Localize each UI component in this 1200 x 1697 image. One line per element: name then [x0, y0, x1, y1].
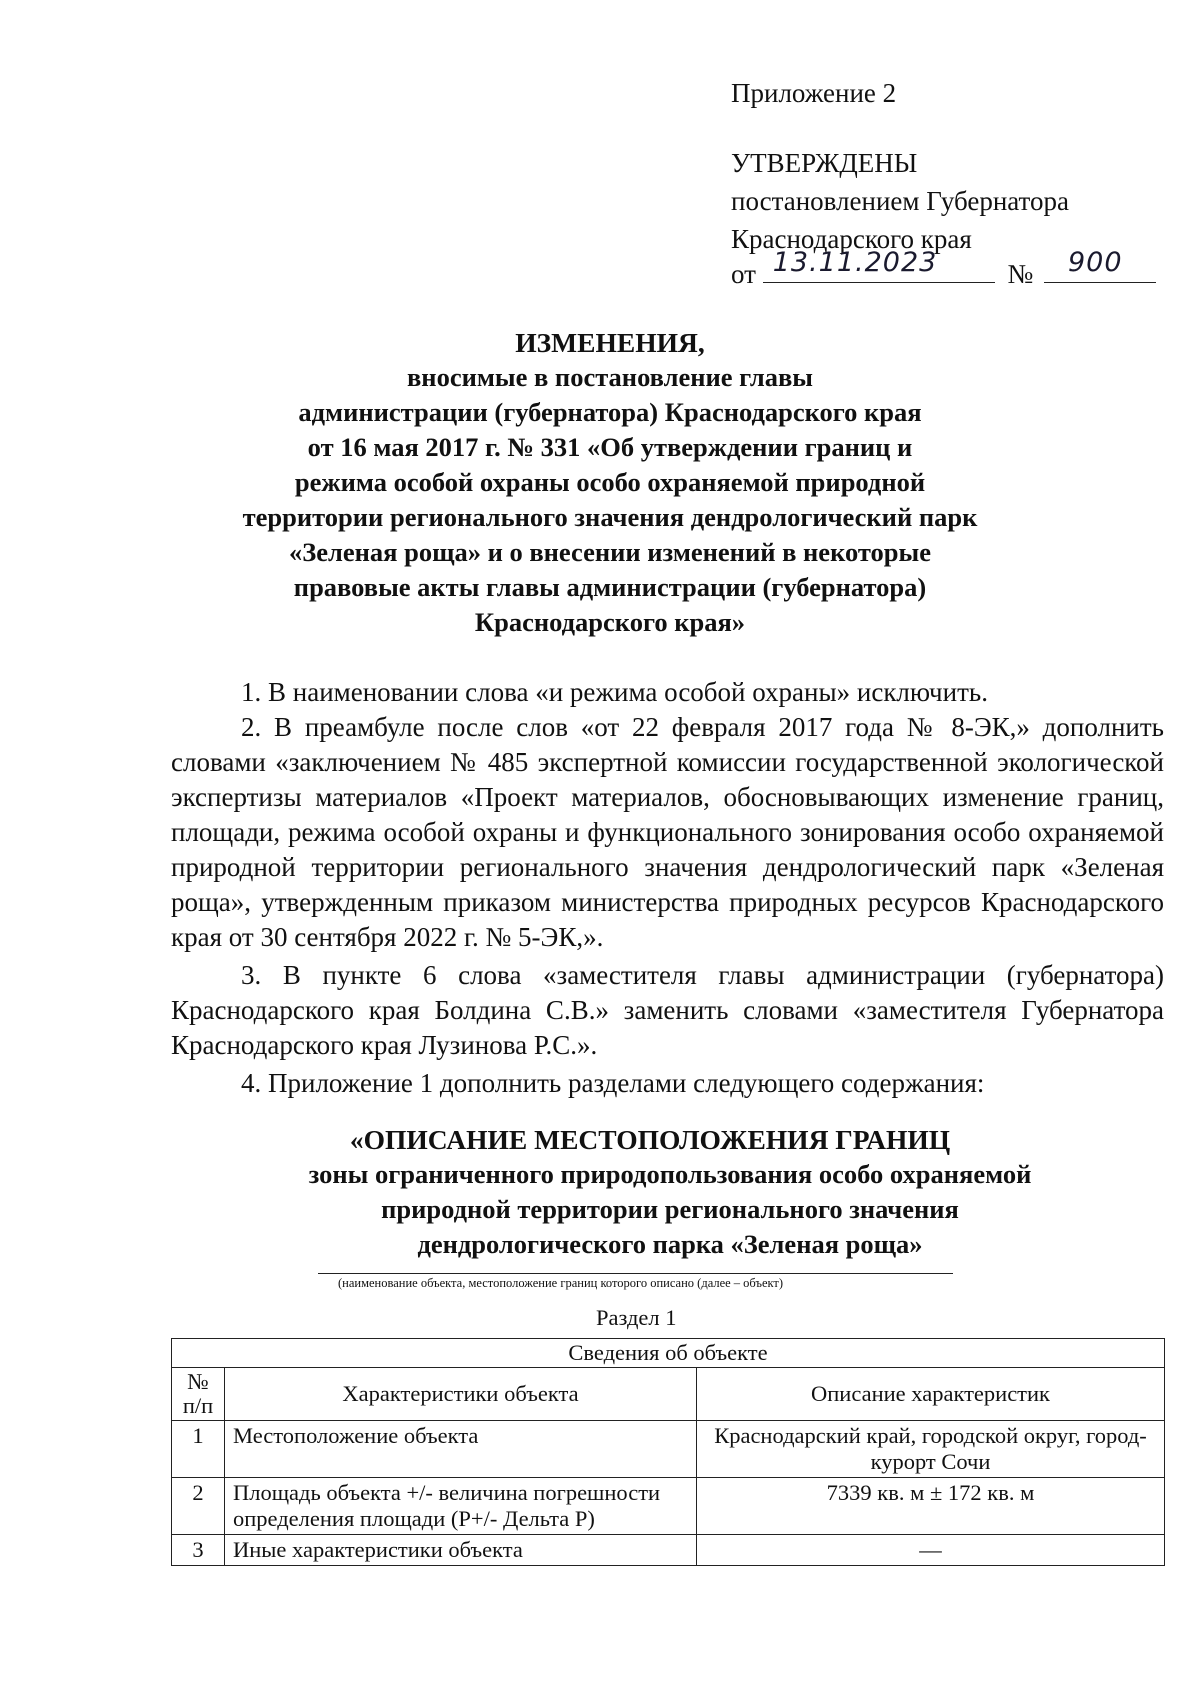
row-characteristic: Иные характеристики объекта — [225, 1535, 697, 1566]
table-caption-row — [172, 1339, 1165, 1368]
approved-label: УТВЕРЖДЕНЫ — [731, 148, 918, 178]
caption-rule — [318, 1273, 953, 1274]
section-title-line: «ОПИСАНИЕ МЕСТОПОЛОЖЕНИЯ ГРАНИЦ — [349, 1124, 951, 1155]
title-line: правовые акты главы администрации (губернатора) — [293, 572, 927, 602]
row-num: 2 — [172, 1478, 225, 1535]
row-characteristic: Местоположение объекта — [225, 1421, 697, 1478]
paragraph-3: 3. В пункте 6 слова «заместителя главы администрации (губернатора) Краснодарского края Болдина С.В.» заменить словами «заместителя Губернатора Краснодарского края Лузинова Р.С.». — [171, 960, 1164, 1060]
number-prefix: № — [1007, 259, 1034, 289]
approved-by-line1: постановлением Губернатора — [731, 186, 1069, 216]
title-line: территории регионального значения дендрологический парк — [242, 502, 978, 532]
number-field — [1044, 247, 1156, 283]
date-prefix: от — [731, 259, 756, 289]
paragraph-2-first-line: 2. В преамбуле после слов «от 22 февраля 2017 года № 8-ЭК,» дополнить — [241, 712, 1164, 742]
header-num — [172, 1368, 225, 1421]
section-part-label: Раздел 1 — [596, 1305, 677, 1330]
header-characteristic: Характеристики объекта — [225, 1368, 697, 1421]
section-title-line: зоны ограниченного природопользования особо охраняемой — [308, 1159, 1032, 1189]
title-line: «Зеленая роща» и о внесении изменений в некоторые — [288, 537, 932, 567]
table-header-row — [172, 1368, 1165, 1421]
table-row — [172, 1478, 1165, 1535]
table-row — [172, 1535, 1165, 1566]
section-title — [170, 1122, 1170, 1262]
object-info-table — [171, 1338, 1165, 1566]
table-row — [172, 1421, 1165, 1478]
row-description: Краснодарский край, городской округ, город-курорт Сочи — [697, 1421, 1165, 1478]
section-title-line: дендрологического парка «Зеленая роща» — [417, 1229, 923, 1259]
paragraph-2-rest: словами «заключением № 485 экспертной комиссии государственной экологической экспертизы материалов «Проект материалов, обосновывающих изменение границ, площади, режима особой охраны и функционального зонирования особо охраняемой природной территории регионального значения дендрологический парк «Зеленая роща», утвержденным приказом министерства природных ресурсов Краснодарского края от 30 сентября 2022 г. № 5-ЭК,». — [171, 747, 1164, 952]
row-num: 3 — [172, 1535, 225, 1566]
appendix-label: Приложение 2 — [731, 78, 897, 108]
title-line: вносимые в постановление главы — [407, 362, 813, 392]
header-description: Описание характеристик — [697, 1368, 1165, 1421]
title-line: администрации (губернатора) Краснодарского края — [298, 397, 922, 427]
section-title-line: природной территории регионального значения — [381, 1194, 959, 1224]
title-line: режима особой охраны особо охраняемой природной — [294, 467, 926, 497]
title-line: от 16 мая 2017 г. № 331 «Об утверждении границ и — [307, 432, 913, 462]
approval-date-line — [731, 247, 1156, 293]
header-num-label: № п/п — [182, 1369, 214, 1418]
row-num: 1 — [172, 1421, 225, 1478]
paragraph-1: 1. В наименовании слова «и режима особой охраны» исключить. — [241, 677, 988, 707]
handwritten-date: 13.11.2023 — [772, 247, 938, 278]
object-caption: (наименование объекта, местоположение границ которого описано (далее – объект) — [338, 1276, 784, 1290]
date-field — [763, 247, 995, 283]
row-characteristic: Площадь объекта +/- величина погрешности определения площади (Р+/- Дельта Р) — [225, 1478, 697, 1535]
document-title — [170, 325, 1050, 640]
title-line: ИЗМЕНЕНИЯ, — [515, 327, 705, 358]
paragraph-4: 4. Приложение 1 дополнить разделами следующего содержания: — [241, 1068, 985, 1098]
approved-by-line2: Краснодарского края — [731, 224, 972, 254]
row-description: 7339 кв. м ± 172 кв. м — [697, 1478, 1165, 1535]
title-line: Краснодарского края» — [474, 607, 746, 637]
table-caption: Сведения об объекте — [172, 1339, 1165, 1368]
body-text — [171, 675, 1164, 1101]
row-description: — — [697, 1535, 1165, 1566]
handwritten-number: 900 — [1067, 247, 1123, 278]
